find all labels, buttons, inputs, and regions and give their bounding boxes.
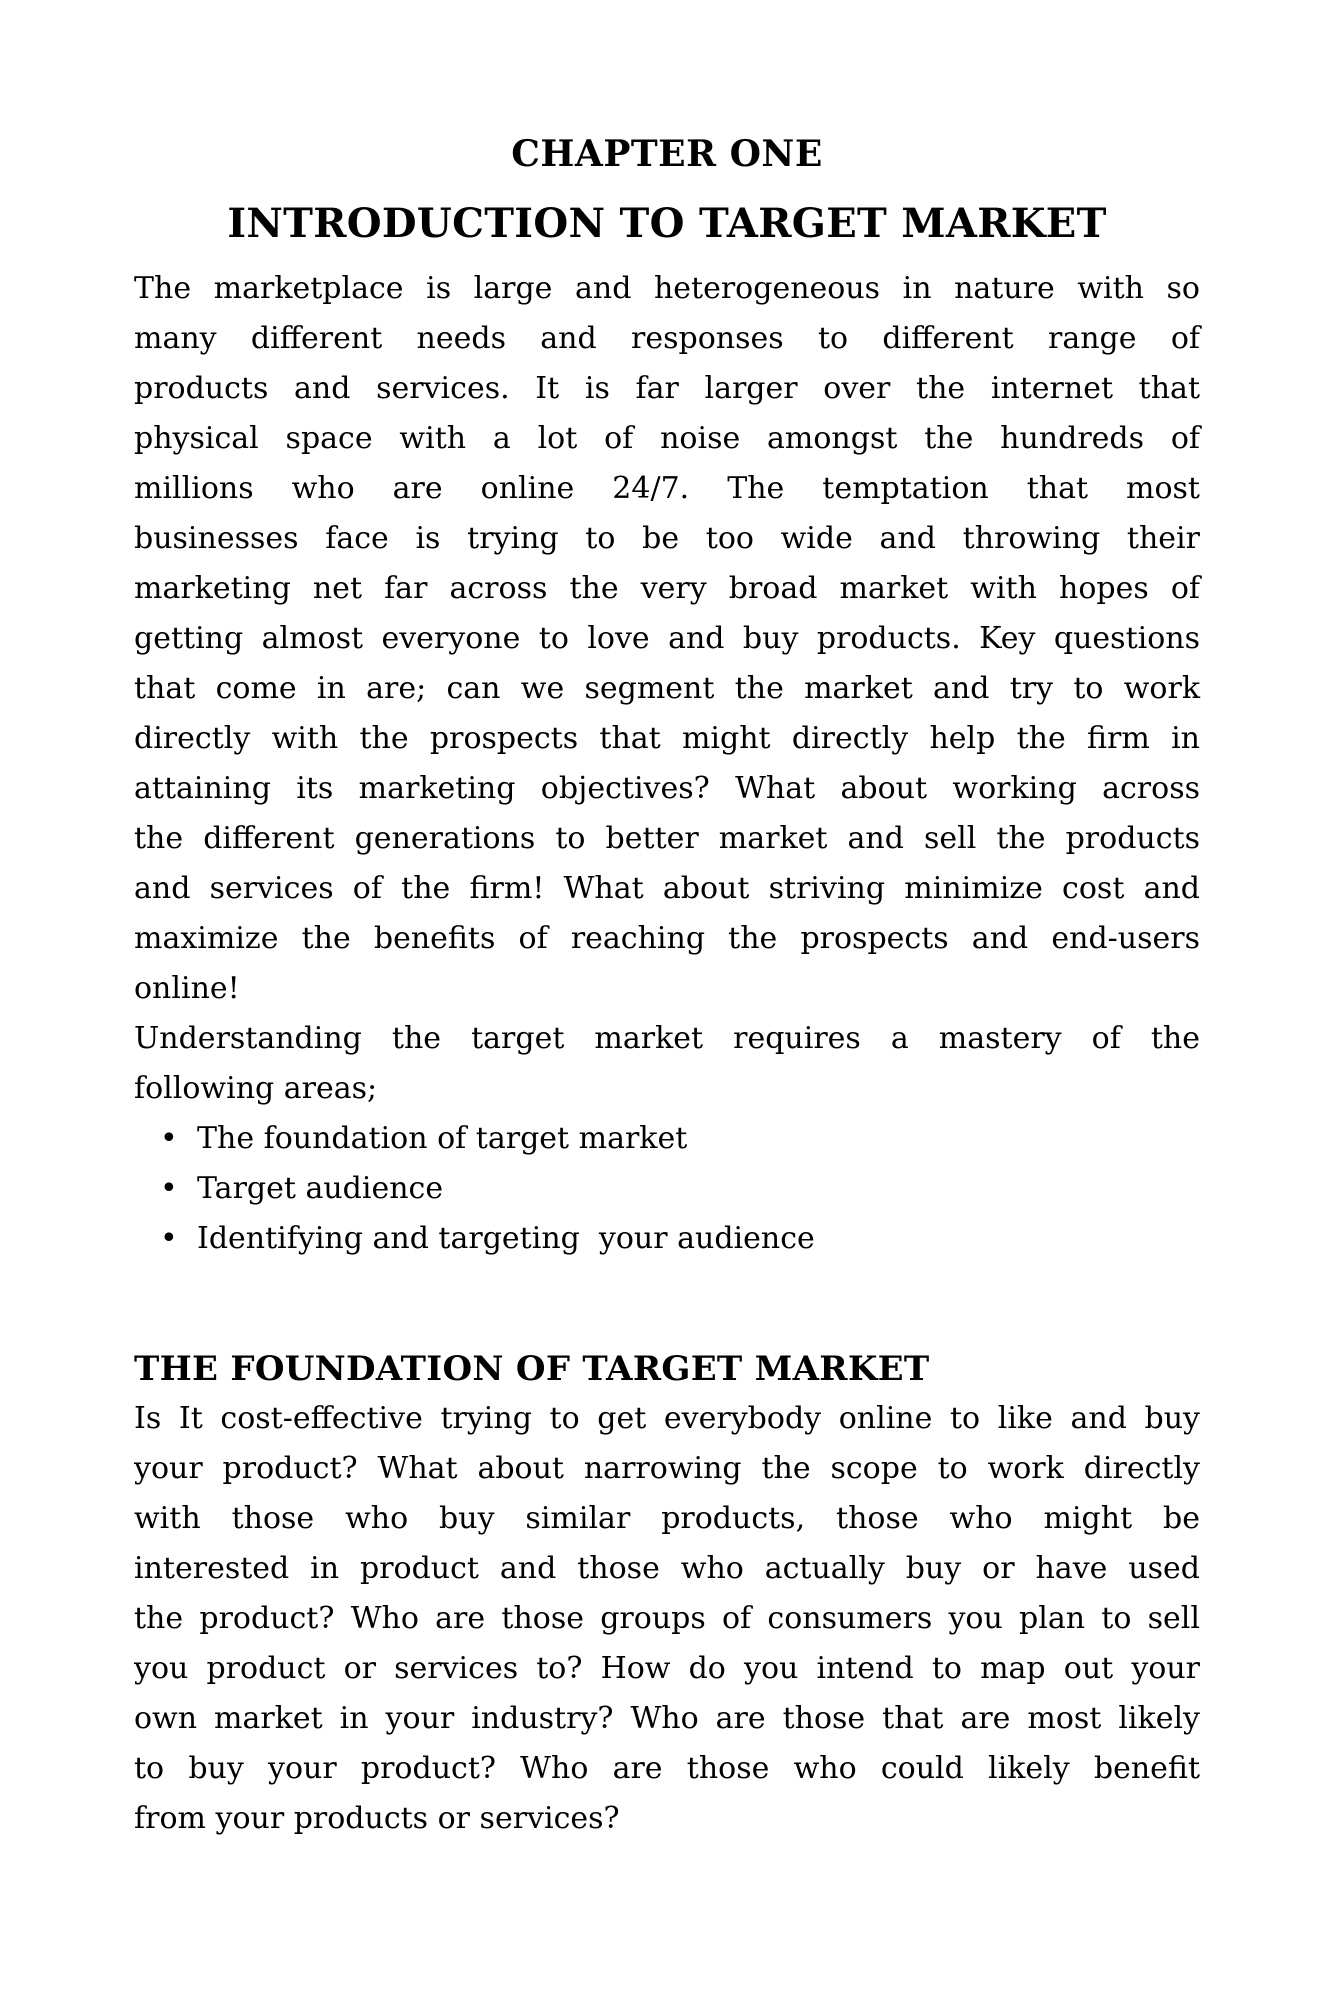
list-item: [134, 1214, 1200, 1264]
intro-paragraph: [134, 264, 1200, 1014]
foundation-section-heading: THE FOUNDATION OF TARGET MARKET: [134, 1349, 930, 1389]
page-title: INTRODUCTION TO TARGET MARKET: [227, 200, 1107, 247]
text-line: maximize the benefits of reaching the prospects and end-users: [134, 921, 1200, 956]
foundation-paragraph: [134, 1394, 1200, 1844]
text-line: own market in your industry? Who are those that are most likely: [134, 1701, 1200, 1736]
text-line: businesses face is trying to be too wide and throwing their: [134, 521, 1200, 556]
text-line: marketing net far across the very broad market with hopes of: [134, 571, 1200, 606]
text-line: attaining its marketing objectives? What about working across: [134, 771, 1200, 806]
list-item: [134, 1114, 1200, 1164]
text-line: millions who are online 24/7. The temptation that most: [134, 471, 1200, 506]
list-item: [134, 1164, 1200, 1214]
text-line: The marketplace is large and heterogeneous in nature with so: [134, 271, 1200, 306]
text-line: interested in product and those who actually buy or have used: [134, 1551, 1200, 1586]
text-line: you product or services to? How do you intend to map out your: [134, 1651, 1200, 1686]
text-line: to buy your product? Who are those who could likely benefit: [134, 1751, 1200, 1786]
text-line: the product? Who are those groups of consumers you plan to sell: [134, 1601, 1200, 1636]
text-line: following areas;: [134, 1071, 378, 1106]
text-line: Understanding the target market requires a mastery of the: [134, 1021, 1200, 1056]
understanding-paragraph: [134, 1014, 1200, 1114]
text-line: online!: [134, 971, 240, 1006]
text-line: with those who buy similar products, those who might be: [134, 1501, 1200, 1536]
text-line: physical space with a lot of noise amongst the hundreds of: [134, 421, 1200, 456]
text-line: your product? What about narrowing the scope to work directly: [134, 1451, 1200, 1486]
text-line: from your products or services?: [134, 1801, 620, 1836]
focus-areas-list: [134, 1114, 1200, 1264]
chapter-label: CHAPTER ONE: [511, 133, 823, 175]
list-item-label: Identifying and targeting your audience: [197, 1221, 815, 1256]
text-line: Is It cost-effective trying to get everybody online to like and buy: [134, 1401, 1200, 1436]
bullet-icon: •: [160, 1121, 178, 1156]
text-line: and services of the firm! What about striving minimize cost and: [134, 871, 1200, 906]
list-item-label: The foundation of target market: [197, 1121, 688, 1156]
text-line: directly with the prospects that might directly help the firm in: [134, 721, 1200, 756]
bullet-icon: •: [160, 1171, 178, 1206]
text-line: products and services. It is far larger over the internet that: [134, 371, 1200, 406]
text-line: many different needs and responses to different range of: [134, 321, 1200, 356]
bullet-icon: •: [160, 1221, 178, 1256]
text-line: that come in are; can we segment the market and try to work: [134, 671, 1200, 706]
list-item-label: Target audience: [197, 1171, 444, 1206]
text-line: getting almost everyone to love and buy products. Key questions: [134, 621, 1200, 656]
text-line: the different generations to better market and sell the products: [134, 821, 1200, 856]
